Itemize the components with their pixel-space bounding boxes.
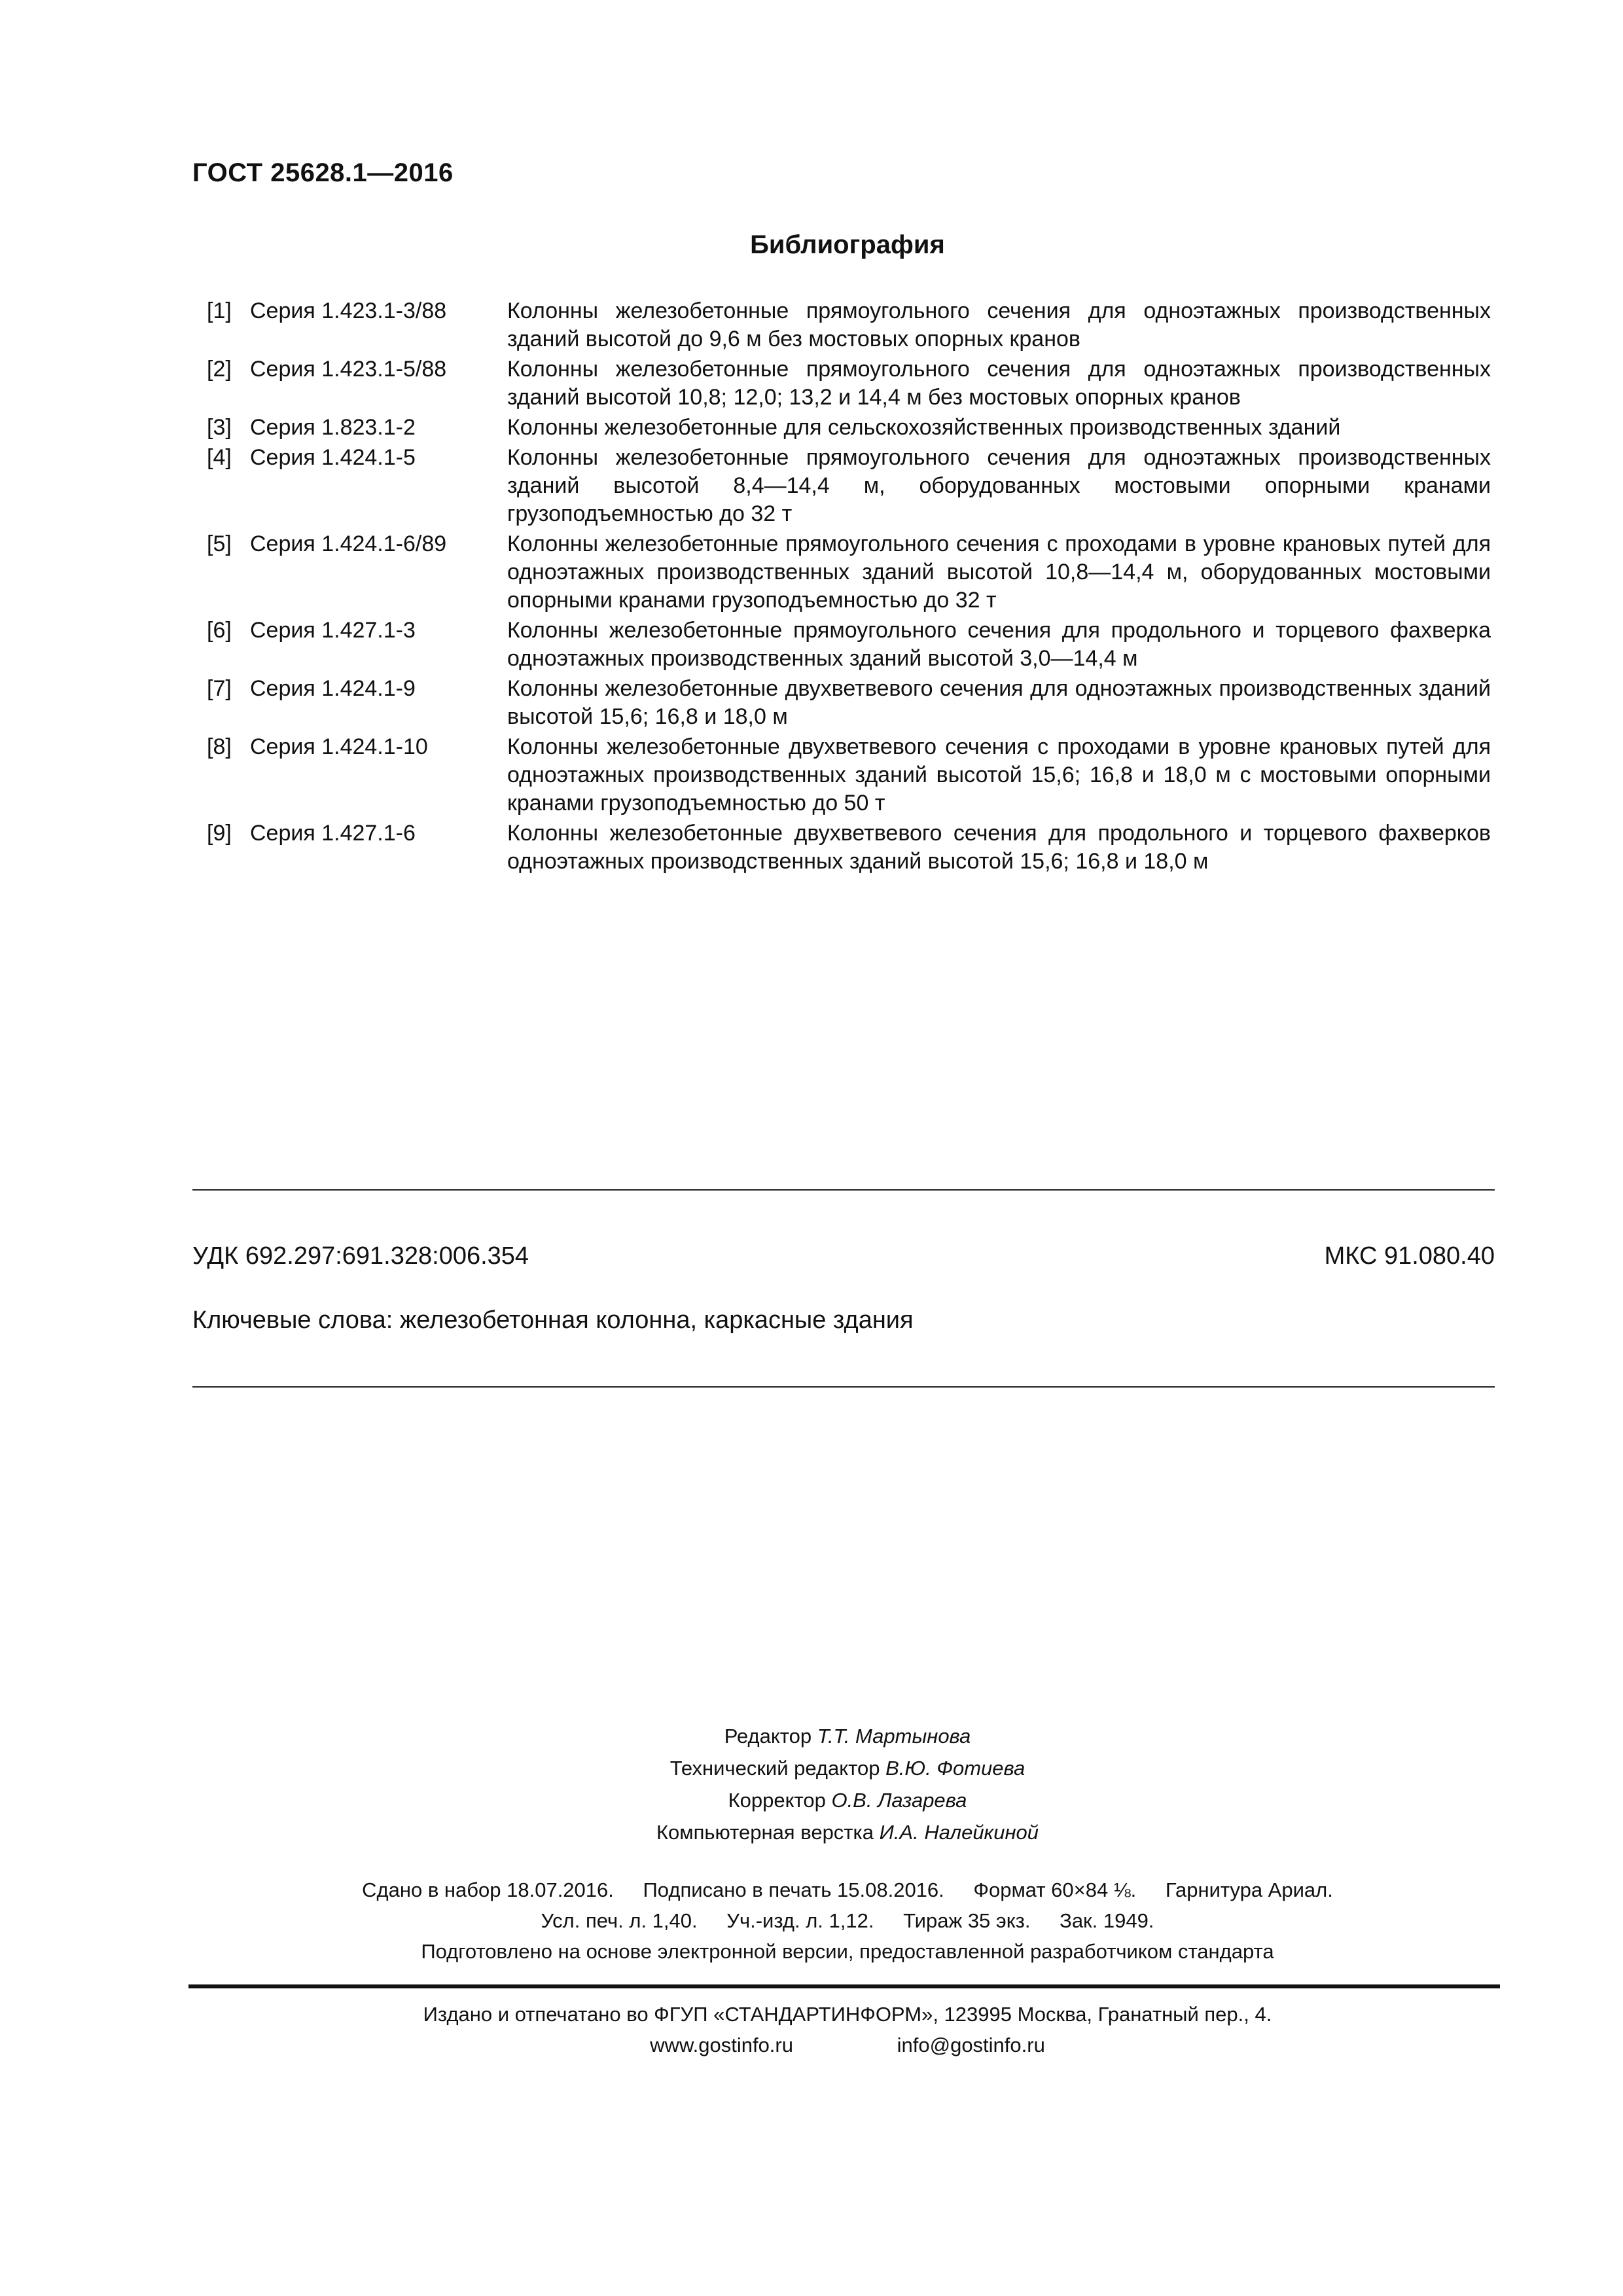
staff-line (0, 1816, 1623, 1848)
bibliography-entry (207, 733, 1491, 817)
paper-format: Формат 60×84 ⅛. (973, 1878, 1137, 1901)
entry-number: [9] (207, 821, 232, 846)
standard-number: ГОСТ 25628.1—2016 (192, 158, 454, 187)
staff-person: Т.Т. Мартынова (817, 1725, 971, 1748)
entry-series: Серия 1.427.1-3 (250, 618, 416, 643)
bibliography-entry (207, 444, 1491, 528)
submitted-date: Сдано в набор 18.07.2016. (362, 1878, 614, 1901)
print-run: Тираж 35 экз. (903, 1909, 1031, 1932)
entry-series: Серия 1.424.1-6/89 (250, 531, 447, 556)
staff-person: О.В. Лазарева (831, 1789, 967, 1812)
entry-description: Колонны железобетонные двухветвевого сечения для одноэтажных производственных зданий высотой 15,6; 16,8 и 18,0 м (507, 676, 1491, 729)
bibliography-entry (207, 617, 1491, 673)
divider-thick (188, 1984, 1500, 1988)
entry-series: Серия 1.424.1-10 (250, 734, 428, 759)
entry-series: Серия 1.823.1-2 (250, 415, 416, 440)
staff-role: Компьютерная верстка (656, 1821, 874, 1844)
email-link[interactable]: info@gostinfo.ru (897, 2034, 1045, 2056)
entry-number: [3] (207, 415, 232, 440)
keywords (192, 1306, 914, 1335)
entry-description: Колонны железобетонные прямоугольного сечения для продольного и торцевого фахверка одноэтажных производственных зданий высотой 3,0—14,4 м (507, 618, 1491, 671)
staff-person: В.Ю. Фотиева (885, 1757, 1026, 1780)
entry-series: Серия 1.423.1-5/88 (250, 357, 447, 382)
entry-number: [1] (207, 298, 232, 323)
entry-series: Серия 1.423.1-3/88 (250, 298, 447, 323)
bibliography-entry (207, 530, 1491, 615)
entry-number: [4] (207, 445, 232, 470)
bibliography-entry (207, 355, 1491, 412)
entry-series: Серия 1.424.1-9 (250, 676, 416, 701)
entry-number: [8] (207, 734, 232, 759)
publication-info (0, 1874, 1623, 1967)
publication-line-1 (0, 1874, 1623, 1905)
divider-bottom (192, 1386, 1495, 1388)
publication-line-2 (0, 1905, 1623, 1936)
entry-number: [7] (207, 676, 232, 701)
staff-role: Технический редактор (669, 1757, 880, 1780)
staff-line (0, 1752, 1623, 1784)
keywords-value: железобетонная колонна, каркасные здания (399, 1306, 914, 1334)
bibliography-entry (207, 819, 1491, 876)
bibliography-entry (207, 414, 1491, 442)
printer-contacts (0, 2030, 1623, 2060)
entry-description: Колонны железобетонные прямоугольного сечения с проходами в уровне крановых путей для одноэтажных производственных зданий высотой 10,8—14,4 м, оборудованных мостовыми опорными кранами грузоподъемностью до 32 т (507, 531, 1491, 613)
entry-number: [2] (207, 357, 232, 382)
publisher-sheets: Уч.-изд. л. 1,12. (726, 1909, 874, 1932)
entry-number: [6] (207, 618, 232, 643)
bibliography-heading: Библиография (750, 230, 945, 259)
staff-role: Редактор (724, 1725, 812, 1748)
entry-description: Колонны железобетонные прямоугольного сечения для одноэтажных производственных зданий высотой 8,4—14,4 м, оборудованных мостовыми опорными кранами грузоподъемностью до 32 т (507, 445, 1491, 526)
publication-note: Подготовлено на основе электронной версии, предоставленной разработчиком стандарта (421, 1940, 1274, 1963)
entry-series: Серия 1.424.1-5 (250, 445, 416, 470)
printer-info (0, 1999, 1623, 2060)
divider-top (192, 1189, 1495, 1191)
staff-line (0, 1720, 1623, 1752)
staff-role: Корректор (728, 1789, 826, 1812)
entry-description: Колонны железобетонные прямоугольного сечения для одноэтажных производственных зданий высотой 10,8; 12,0; 13,2 и 14,4 м без мостовых опорных кранов (507, 357, 1491, 410)
print-sheets: Усл. печ. л. 1,40. (541, 1909, 698, 1932)
entry-number: [5] (207, 531, 232, 556)
entry-series: Серия 1.427.1-6 (250, 821, 416, 846)
printer-line: Издано и отпечатано во ФГУП «СТАНДАРТИНФОРМ», 123995 Москва, Гранатный пер., 4. (423, 2003, 1272, 2026)
bibliography-list (207, 297, 1491, 878)
order-number: Зак. 1949. (1060, 1909, 1154, 1932)
keywords-label: Ключевые слова: (192, 1306, 393, 1334)
entry-description: Колонны железобетонные двухветвевого сечения с проходами в уровне крановых путей для одноэтажных производственных зданий высотой 15,6; 16,8 и 18,0 м с мостовыми опорными кранами грузоподъемностью до 50 т (507, 734, 1491, 816)
bibliography-entry (207, 297, 1491, 353)
entry-description: Колонны железобетонные для сельскохозяйственных производственных зданий (507, 415, 1341, 440)
bibliography-entry (207, 675, 1491, 731)
mks-code: МКС 91.080.40 (1324, 1242, 1495, 1270)
website-link[interactable]: www.gostinfo.ru (650, 2034, 793, 2056)
staff-person: И.А. Налейкиной (879, 1821, 1039, 1844)
typeface: Гарнитура Ариал. (1165, 1878, 1333, 1901)
staff-list (0, 1720, 1623, 1848)
udk-code: УДК 692.297:691.328:006.354 (192, 1242, 529, 1270)
entry-description: Колонны железобетонные двухветвевого сечения для продольного и торцевого фахверков одноэтажных производственных зданий высотой 15,6; 16,8 и 18,0 м (507, 821, 1491, 874)
staff-line (0, 1784, 1623, 1816)
signed-date: Подписано в печать 15.08.2016. (643, 1878, 944, 1901)
entry-description: Колонны железобетонные прямоугольного сечения для одноэтажных производственных зданий высотой до 9,6 м без мостовых опорных кранов (507, 298, 1491, 351)
